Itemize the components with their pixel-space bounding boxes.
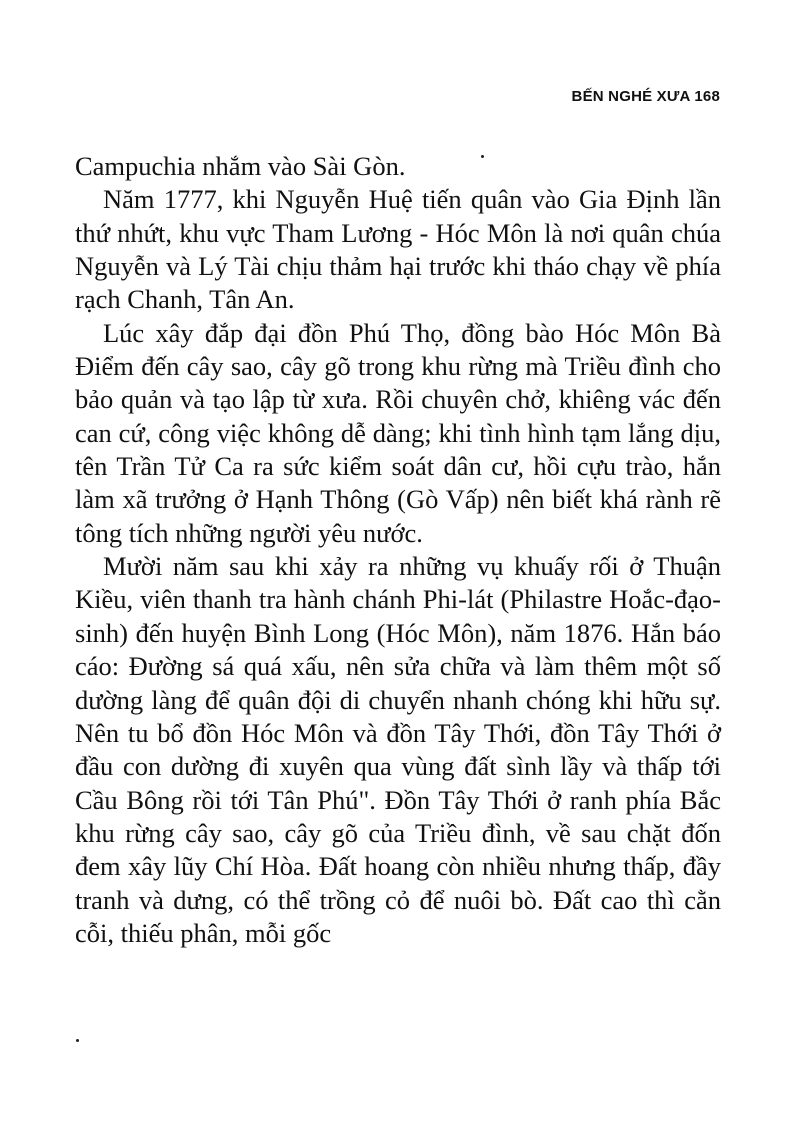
paragraph-4: Mười năm sau khi xảy ra những vụ khuấy rối ở Thuận Kiều, viên thanh tra hành chánh Phi-lát (Philastre Hoắc-đạo-sinh) đến huyện Bình Long (Hóc Môn), năm 1876. Hắn báo cáo: Đường sá quá xấu, nên sửa chữa và làm thêm một số dường làng để quân đội di chuyển nhanh chóng khi hữu sự. Nên tu bổ đồn Hóc Môn và đồn Tây Thới, đồn Tây Thới ở đầu con dường đi xuyên qua vùng đất sình lầy và thấp tới Cầu Bông rồi tới Tân Phú". Đồn Tây Thới ở ranh phía Bắc khu rừng cây sao, cây gõ của Triều đình, về sau chặt đốn đem xây lũy Chí Hòa. Đất hoang còn nhiều nhưng thấp, đầy tranh và dưng, có thể trồng cỏ để nuôi bò. Đất cao thì cằn cỗi, thiếu phân, mỗi gốc	[75, 551, 721, 948]
paragraph-2: Năm 1777, khi Nguyễn Huệ tiến quân vào Gia Định lần thứ nhứt, khu vực Tham Lương - Hóc Môn là nơi quân chúa Nguyễn và Lý Tài chịu thảm hại trước khi tháo chạy về phía rạch Chanh, Tân An.	[75, 184, 721, 315]
print-speck	[481, 155, 484, 158]
body-text	[75, 150, 721, 950]
paragraph-1: Campuchia nhắm vào Sài Gòn.	[75, 151, 406, 181]
paragraph-3: Lúc xây đắp đại đồn Phú Thọ, đồng bào Hóc Môn Bà Điểm đến cây sao, cây gõ trong khu rừng mà Triều đình cho bảo quản và tạo lập từ xưa. Rồi chuyên chở, khiêng vác đến can cứ, công việc không dễ dàng; khi tình hình tạm lắng dịu, tên Trần Tử Ca ra sức kiểm soát dân cư, hồi cựu trào, hắn làm xã trưởng ở Hạnh Thông (Gò Vấp) nên biết khá rành rẽ tông tích những người yêu nước.	[75, 317, 721, 548]
running-header: BẾN NGHÉ XƯA 168	[571, 88, 720, 105]
print-speck	[76, 1039, 79, 1042]
